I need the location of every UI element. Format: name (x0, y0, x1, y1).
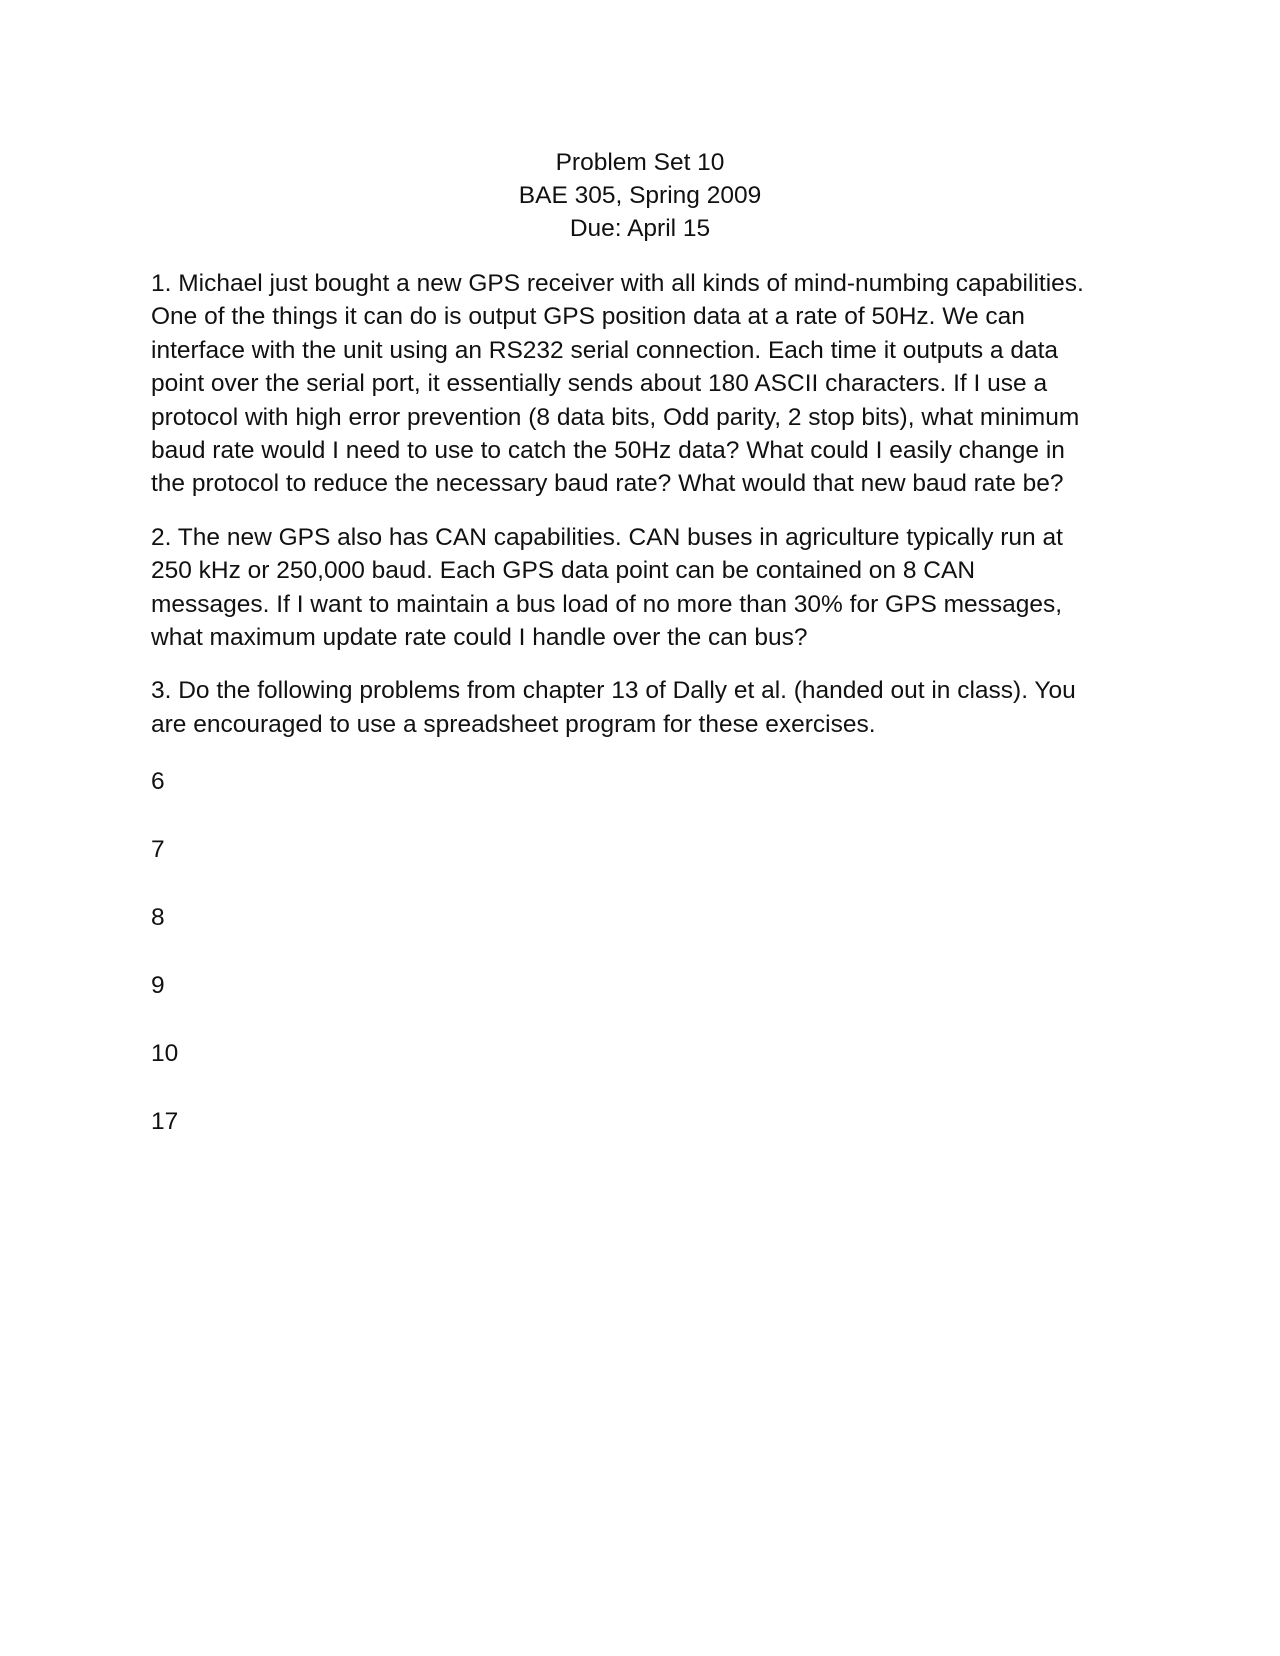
problem-2-line: 2. The new GPS also has CAN capabilities. CAN buses in agriculture typically run at (151, 523, 1063, 551)
problem-1-line: 1. Michael just bought a new GPS receiver with all kinds of mind-numbing capabilities. (151, 270, 1084, 297)
document-body (151, 267, 1131, 1173)
exercise-number: 10 (151, 1040, 179, 1068)
problem-3 (151, 674, 1131, 741)
exercise-number: 6 (151, 768, 165, 796)
problem-1-line: baud rate would I need to use to catch the 50Hz data? What could I easily change in (151, 437, 1065, 465)
document-header (0, 146, 1280, 245)
exercise-number: 9 (151, 972, 165, 1000)
problem-2 (151, 521, 1131, 655)
exercise-number: 7 (151, 836, 165, 864)
problem-2-line: what maximum update rate could I handle over the can bus? (151, 624, 808, 652)
problem-1 (151, 267, 1131, 501)
exercise-number: 17 (151, 1108, 179, 1136)
problem-1-line: protocol with high error prevention (8 data bits, Odd parity, 2 stop bits), what minimum (151, 403, 1080, 431)
problem-1-line: the protocol to reduce the necessary baud rate? What would that new baud rate be? (151, 470, 1064, 498)
exercise-number: 8 (151, 904, 165, 932)
problem-3-line: 3. Do the following problems from chapter 13 of Dally et al. (handed out in class). You (151, 677, 1076, 705)
problem-2-line: messages. If I want to maintain a bus load of no more than 30% for GPS messages, (151, 590, 1063, 618)
problem-1-line: One of the things it can do is output GPS position data at a rate of 50Hz. We can (151, 303, 1025, 331)
problem-2-line: 250 kHz or 250,000 baud. Each GPS data point can be contained on 8 CAN (151, 557, 976, 585)
problem-1-line: interface with the unit using an RS232 serial connection. Each time it outputs a data (151, 336, 1059, 364)
problem-1-line: point over the serial port, it essentially sends about 180 ASCII characters. If I use a (151, 370, 1048, 398)
document-title: Problem Set 10 (555, 149, 725, 176)
due-date: Due: April 15 (569, 215, 711, 242)
exercise-list (151, 765, 1131, 1173)
course-info: BAE 305, Spring 2009 (518, 182, 762, 209)
problem-3-line: are encouraged to use a spreadsheet program for these exercises. (151, 710, 876, 738)
